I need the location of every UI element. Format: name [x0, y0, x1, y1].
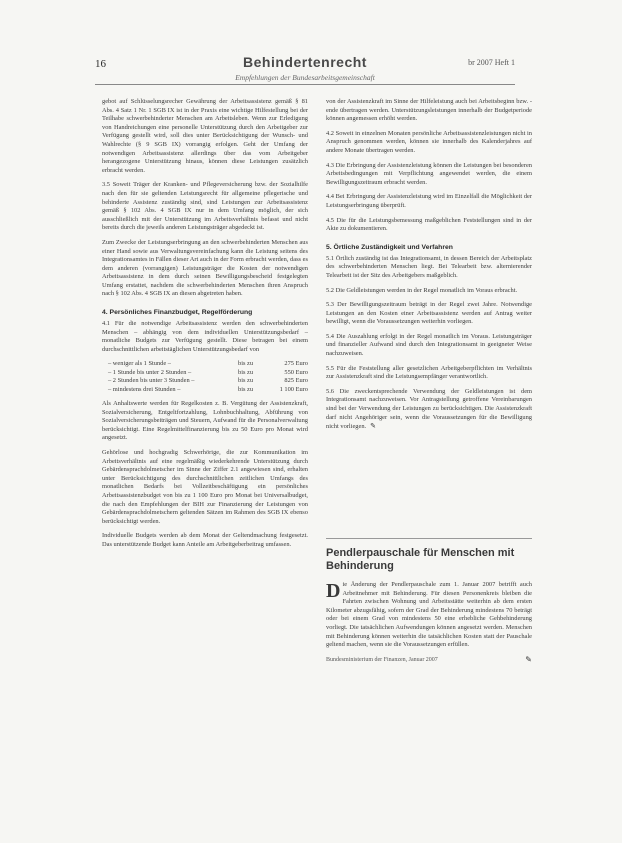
left-column: [102, 98, 308, 556]
rate-label: – 1 Stunde bis unter 2 Stunden –: [108, 368, 192, 376]
rate-unit: bis zu: [238, 360, 254, 368]
rate-unit: bis zu: [238, 385, 254, 393]
right-column: [326, 98, 532, 438]
paragraph-text: 5.6 Die zweckentsprechende Verwendung der Geldleistungen ist dem Integrationsamt nachzuweisen. Vor Antragstellung getroffene Vereinbarungen sind bei der Verwendung der Leistungen zu berücksichtigen. Die Assistenzkraft darf nicht Angehöriger sein, wenn die Voraussetzungen für die Bewilligung nicht vorliegen.: [326, 387, 532, 431]
paragraph: 5.2 Die Geldleistungen werden in der Regel monatlich im Voraus erbracht.: [326, 286, 518, 294]
paragraph: 5.1 Örtlich zuständig ist das Integrationsamt, in dessen Bereich der Arbeitsplatz des schwerbehinderten Menschen liegt. Bei Telearbeit bzw. alternierender Telearbeit ist der Sitz des Arbeitgebers maßgeblich.: [326, 254, 532, 279]
info-box: [326, 538, 532, 664]
end-mark-icon: ✎: [370, 422, 376, 431]
rate-label: – mindestens drei Stunden –: [108, 385, 181, 393]
paragraph: 4.4 Bei Erbringung der Assistenzleistung wird im Einzelfall die Möglichkeit der Leistungserbringung überprüft.: [326, 193, 532, 209]
section-heading: 4. Persönliches Finanzbudget, Regelförderung: [102, 309, 253, 317]
rate-label: – 2 Stunden bis unter 3 Stunden –: [108, 377, 195, 385]
table-row: [102, 377, 308, 385]
header-subtitle: Empfehlungen der Bundesarbeitsgemeinschaft: [235, 73, 375, 82]
paragraph: Individuelle Budgets werden ab dem Monat der Geltendmachung festgesetzt. Das unterstützende Budget kann Anteile am Arbeitgeberbeitrag umfassen.: [102, 532, 308, 548]
paragraph: 5.3 Der Bewilligungszeitraum beträgt in der Regel zwei Jahre. Notwendige Leistungen an den Kosten einer Arbeitsassistenz werden auf Antrag weiter bewilligt, wenn die Voraussetzungen weiterhin vorliegen.: [326, 301, 532, 326]
paragraph: 3.5 Soweit Träger der Kranken- und Pflegeversicherung bzw. der Sozialhilfe nach den für sie geltenden Leistungsrecht für allgemeine pflegerische und behinderte Assistenz zuständig sind, sind Leistungen zur Arbeitsassistenz gemäß § 102 Abs. 4 SGB IX nur in dem Umfang möglich, der sich ausschließlich mit der Unterstützung im Arbeitsverhältnis befasst und nicht bereits durch die jeweils anderen Leistungsträger abgedeckt ist.: [102, 181, 308, 232]
box-body: [326, 581, 532, 650]
table-row: [102, 369, 308, 377]
section-heading: 5. Örtliche Zuständigkeit und Verfahren: [326, 243, 453, 251]
paragraph: 5.4 Die Auszahlung erfolgt in der Regel monatlich im Voraus. Leistungsträger und finanzieller Aufwand sind durch den Integrationsamt in geeigneter Weise nachzuweisen.: [326, 332, 532, 358]
end-mark-icon: ✎: [525, 654, 532, 664]
header-rule: [95, 84, 515, 85]
rate-table: [102, 360, 308, 394]
rate-label: – weniger als 1 Stunde –: [108, 360, 172, 368]
paragraph: Gehörlose und hochgradig Schwerhörige, die zur Kommunikation im Arbeitsverhältnis auf eine regelmäßig wiederkehrende Unterstützung durch Gebärdensprachdolmetscher im Sinne der Ziffer 2.1 angewiesen sind, erhalten unter Berücksichtigung des durchschnittlichen zeitlichen Umfangs des monatlichen Bedarfs bei Vollzeitbeschäftigung ein persönliches Arbeitsassistenzbudget von bis zu 1 100 Euro pro Monat bei Universalbudget, die nach den Empfehlungen der BIH zur Finanzierung der Leistungen von Gebärdensprachdolmetschern geltenden Sätzen im Rahmen des SGB IX ebenso berücksichtigt werden.: [102, 449, 308, 525]
box-body-text: ie Änderung der Pendlerpauschale zum 1. Januar 2007 betrifft auch Arbeitnehmer mit Behinderung. Für diesen Personenkreis bleiben die Fahrten zwischen Wohnung und Arbeitsstätte weiterhin ab dem ersten Kilometer abzugsfähig, sofern der Grad der Behinderung mindestens 70 beträgt oder bei einem Grad von mindestens 50 eine erhebliche Gehbehinderung vorliegt. Die tatsächlichen Aufwendungen können angesetzt werden. Menschen mit Behinderung können weiterhin die tatsächlichen Kosten statt der Pauschale geltend machen, wenn sie die Voraussetzungen erfüllen.: [326, 581, 532, 649]
paragraph: 4.1 Für die notwendige Arbeitsassistenz werden den schwerbehinderten Menschen – abhängig von dem individuellen Unterstützungsbedarf – monatliche Budgets zur Verfügung gestellt. Diese betragen bei einem durchschnittlichen arbeitstäglichen Unterstützungsbedarf von: [102, 320, 308, 353]
paragraph: Als Anhaltswerte werden für Regelkosten z. B. Vergütung der Assistenzkraft, Sozialversicherung, Entgeltfortzahlung, Lohnbuchhaltung, Abführung von Sozialversicherungsbeiträgen und Steuern, Aufwand für die Personalverwaltung berücksichtigt. Eine Regelmittelfinanzierung bis zu 50 Euro pro Monat wird angesetzt.: [102, 400, 308, 442]
rate-amount: 275 Euro: [284, 360, 308, 368]
rate-unit: bis zu: [238, 368, 254, 376]
rate-amount: 825 Euro: [284, 377, 308, 385]
table-row: [102, 360, 308, 368]
table-row: [102, 386, 308, 394]
paragraph: Zum Zwecke der Leistungserbringung an den schwerbehinderten Menschen aus einer Hand sowie aus Verwaltungsvereinfachung kann die Leistung seitens des Integrationsamtes in Fällen dieser Art auch in der Form erbracht werden, dass es dem anderen (vorrangigen) Leistungsträger die Kosten der notwendigen Arbeitsassistenz in dem durch seinen Bewilligungsbescheid festgelegten Umfang erstattet, nachdem die schwerbehinderten Menschen ihren Anspruch nach § 102 Abs. 4 SGB IX an diesen abgetreten haben.: [102, 238, 308, 298]
box-source: Bundesministerium der Finanzen, Januar 2007: [326, 656, 438, 663]
issue-label: br 2007 Heft 1: [468, 58, 515, 67]
paragraph: 4.3 Die Erbringung der Assistenzleistung können die Leistungen bei besonderen Arbeitsbedingungen mit Verpflichtung angewendet werden, die einem Bewilligungszeitraum erbracht werden.: [326, 161, 532, 186]
page-number: 16: [95, 58, 106, 70]
paragraph: gebot auf Schlüsselungsrecher Gewährung der Arbeitsassistenz gemäß § 81 Abs. 4 Satz 1 Nr. 1 SGB IX ist in der Praxis eine wichtige Hilfestellung bei der Teilhabe schwerbehinderter Menschen am Arbeitsleben. Wenn zur Erledigung von Handreichungen eine personelle Unterstützung durch den Arbeitgeber zur Verfügung gestellt wird, soll dies unter Berücksichtigung der Wunsch- und Wahlrechte (§ 9 SGB IX) vorrangig erfolgen. Geht der Umfang der notwendigen Arbeitsassistenz allerdings über das vom Arbeitgeber herangezogene Unterstützung hinaus, können diese Leistungen zusätzlich erbracht werden.: [102, 98, 308, 174]
journal-title: Behindertenrecht: [243, 54, 367, 70]
rate-amount: 550 Euro: [284, 368, 308, 376]
box-title: Pendlerpauschale für Menschen mit Behinderung: [326, 547, 515, 572]
paragraph: von der Assistenzkraft im Sinne der Hilfeleistung auch bei Arbeitsbeginn bzw. -ende übertragen werden. Unterstützungsleistungen innerhalb der Budgetperiode können angemessen erhöht werden.: [326, 98, 532, 123]
page-header: [95, 54, 515, 84]
paragraph: 5.5 Für die Feststellung aller gesetzlichen Arbeitgeberpflichten im Verhältnis zur Assistenzkraft sind die Leistungsempfänger verantwortlich.: [326, 364, 532, 381]
dropcap: D: [326, 580, 341, 602]
rate-unit: bis zu: [238, 377, 254, 385]
rate-amount: 1 100 Euro: [279, 385, 308, 393]
paragraph: 4.5 Die für die Leistungsbemessung maßgeblichen Feststellungen sind in der Akte zu dokumentieren.: [326, 216, 532, 233]
paragraph: 4.2 Soweit in einzelnen Monaten persönliche Arbeitsassistenzleistungen nicht in Anspruch genommen werden, können sie innerhalb des Kalenderjahres auf andere Monate übertragen werden.: [326, 129, 532, 154]
paragraph: [326, 388, 532, 432]
